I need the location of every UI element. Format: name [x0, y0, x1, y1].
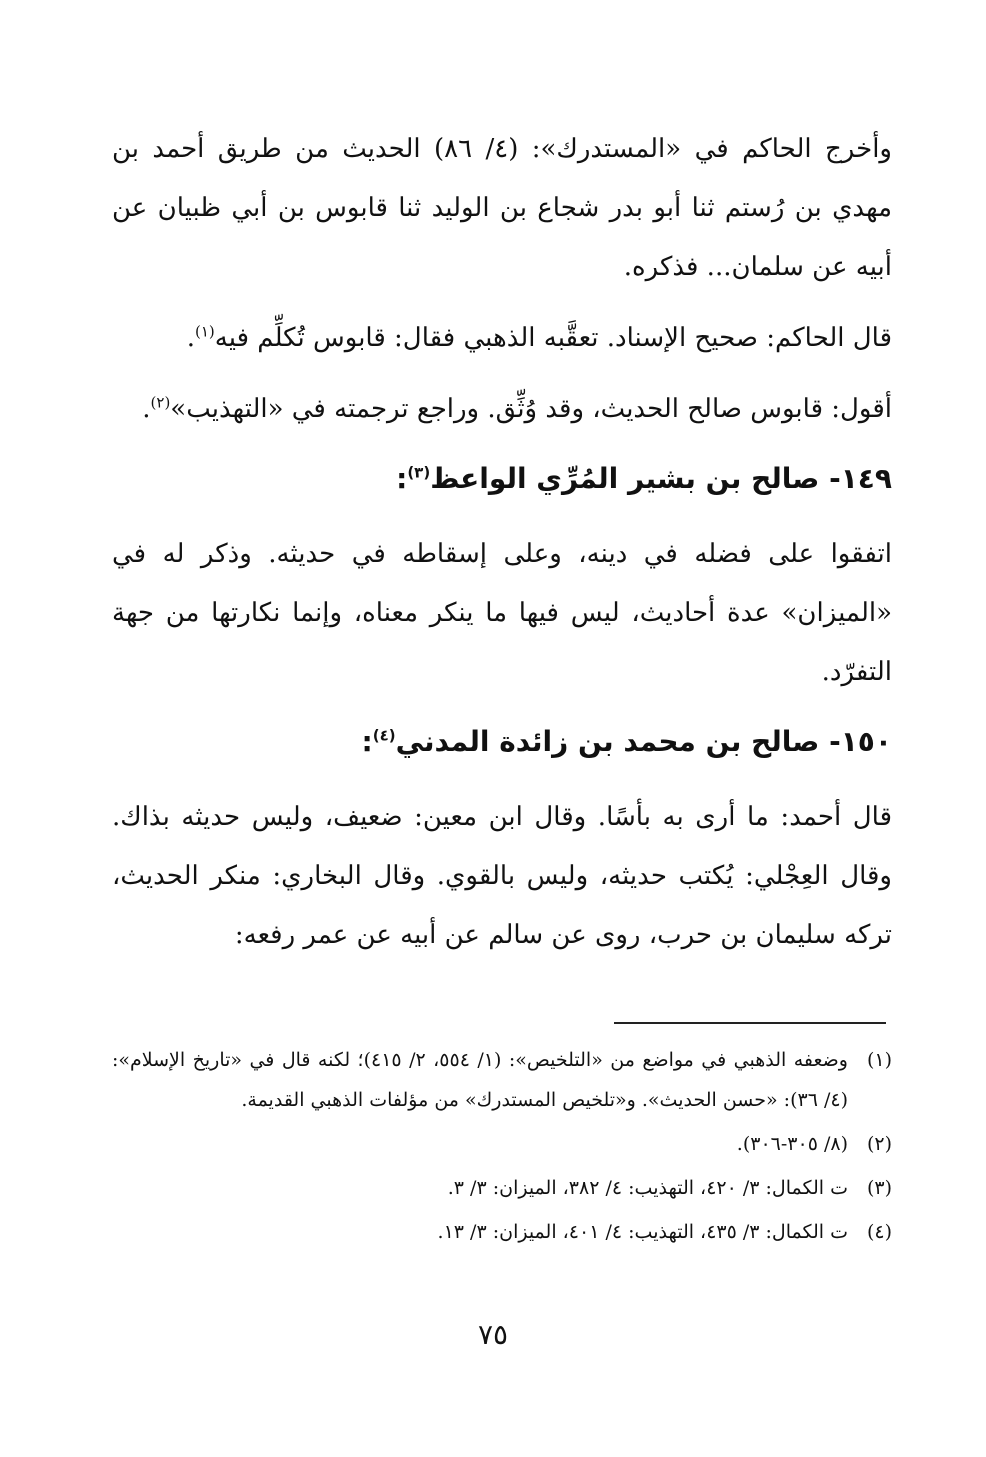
footnote-text: ت الكمال: ٣/ ٤٢٠، التهذيب: ٤/ ٣٨٢، الميزان: ٣/ ٣. [447, 1177, 848, 1199]
footnote-ref-4[interactable]: (٤) [372, 726, 396, 745]
paragraph-entry-149: اتفقوا على فضله في دينه، وعلى إسقاطه في حديثه. وذكر له في «الميزان» عدة أحاديث، ليس فيها ما ينكر معناه، وإنما نكارتها من جهة التفرّد. [112, 539, 892, 687]
footnotes [112, 1040, 892, 1256]
punctuation: : [361, 725, 373, 758]
entry-heading-150 [112, 714, 892, 770]
footnote-text: ت الكمال: ٣/ ٤٣٥، التهذيب: ٤/ ٤٠١، الميزان: ٣/ ١٣. [437, 1221, 848, 1243]
main-text [112, 120, 892, 977]
footnote-ref-3[interactable]: (٣) [407, 463, 431, 482]
footnote-number: (٤) [866, 1221, 892, 1243]
footnote-ref-2[interactable]: (٢) [150, 393, 171, 412]
entry-heading-149 [112, 451, 892, 507]
heading-text: ١٤٩- صالح بن بشير المُرِّي الواعظ [430, 462, 892, 495]
punctuation: . [142, 394, 151, 424]
punctuation: : [396, 462, 408, 495]
paragraph-entry-150: قال أحمد: ما أرى به بأسًا. وقال ابن معين: ضعيف، وليس حديثه بذاك. وقال العِجْلي: يُكتب حديثه، وليس بالقوي. وقال البخاري: منكر الحديث، تركه سليمان بن حرب، روى عن سالم عن أبيه عن عمر رفعه: [112, 802, 892, 950]
footnote-text: وضعفه الذهبي في مواضع من «التلخيص»: (١/ ٥٥٤، ٢/ ٤١٥)؛ لكنه قال في «تاريخ الإسلام»: (٤/ ٣٦): «حسن الحديث». و«تلخيص المستدرك» من مؤلفات الذهبي القديمة. [112, 1049, 848, 1111]
footnote-3 [112, 1168, 892, 1208]
footnote-1 [112, 1040, 892, 1120]
heading-text: ١٥٠- صالح بن محمد بن زائدة المدني [395, 725, 892, 758]
footnote-text: (٨/ ٣٠٥-٣٠٦). [736, 1133, 848, 1155]
punctuation: . [186, 323, 195, 353]
paragraph-hakim-verdict [112, 309, 892, 368]
paragraph-author-comment [112, 380, 892, 439]
footnote-number: (٢) [866, 1133, 892, 1155]
footnote-number: (٣) [866, 1177, 892, 1199]
footnote-2 [112, 1124, 892, 1164]
paragraph-hakim-takhrij: وأخرج الحاكم في «المستدرك»: (٤/ ٨٦) الحديث من طريق أحمد بن مهدي بن رُستم ثنا أبو بدر شجاع بن الوليد ثنا قابوس بن أبي ظبيان عن أبيه عن سلمان... فذكره. [112, 134, 892, 282]
footnote-separator [614, 1022, 886, 1024]
footnote-4 [112, 1212, 892, 1252]
paragraph-text: أقول: قابوس صالح الحديث، وقد وُثِّق. وراجع ترجمته في «التهذيب» [170, 394, 892, 424]
footnote-number: (١) [866, 1049, 892, 1071]
footnote-ref-1[interactable]: (١) [195, 322, 215, 341]
paragraph-text: قال الحاكم: صحيح الإسناد. تعقَّبه الذهبي فقال: قابوس تُكلِّم فيه [214, 323, 892, 353]
page-number: ٧٥ [477, 1318, 509, 1351]
